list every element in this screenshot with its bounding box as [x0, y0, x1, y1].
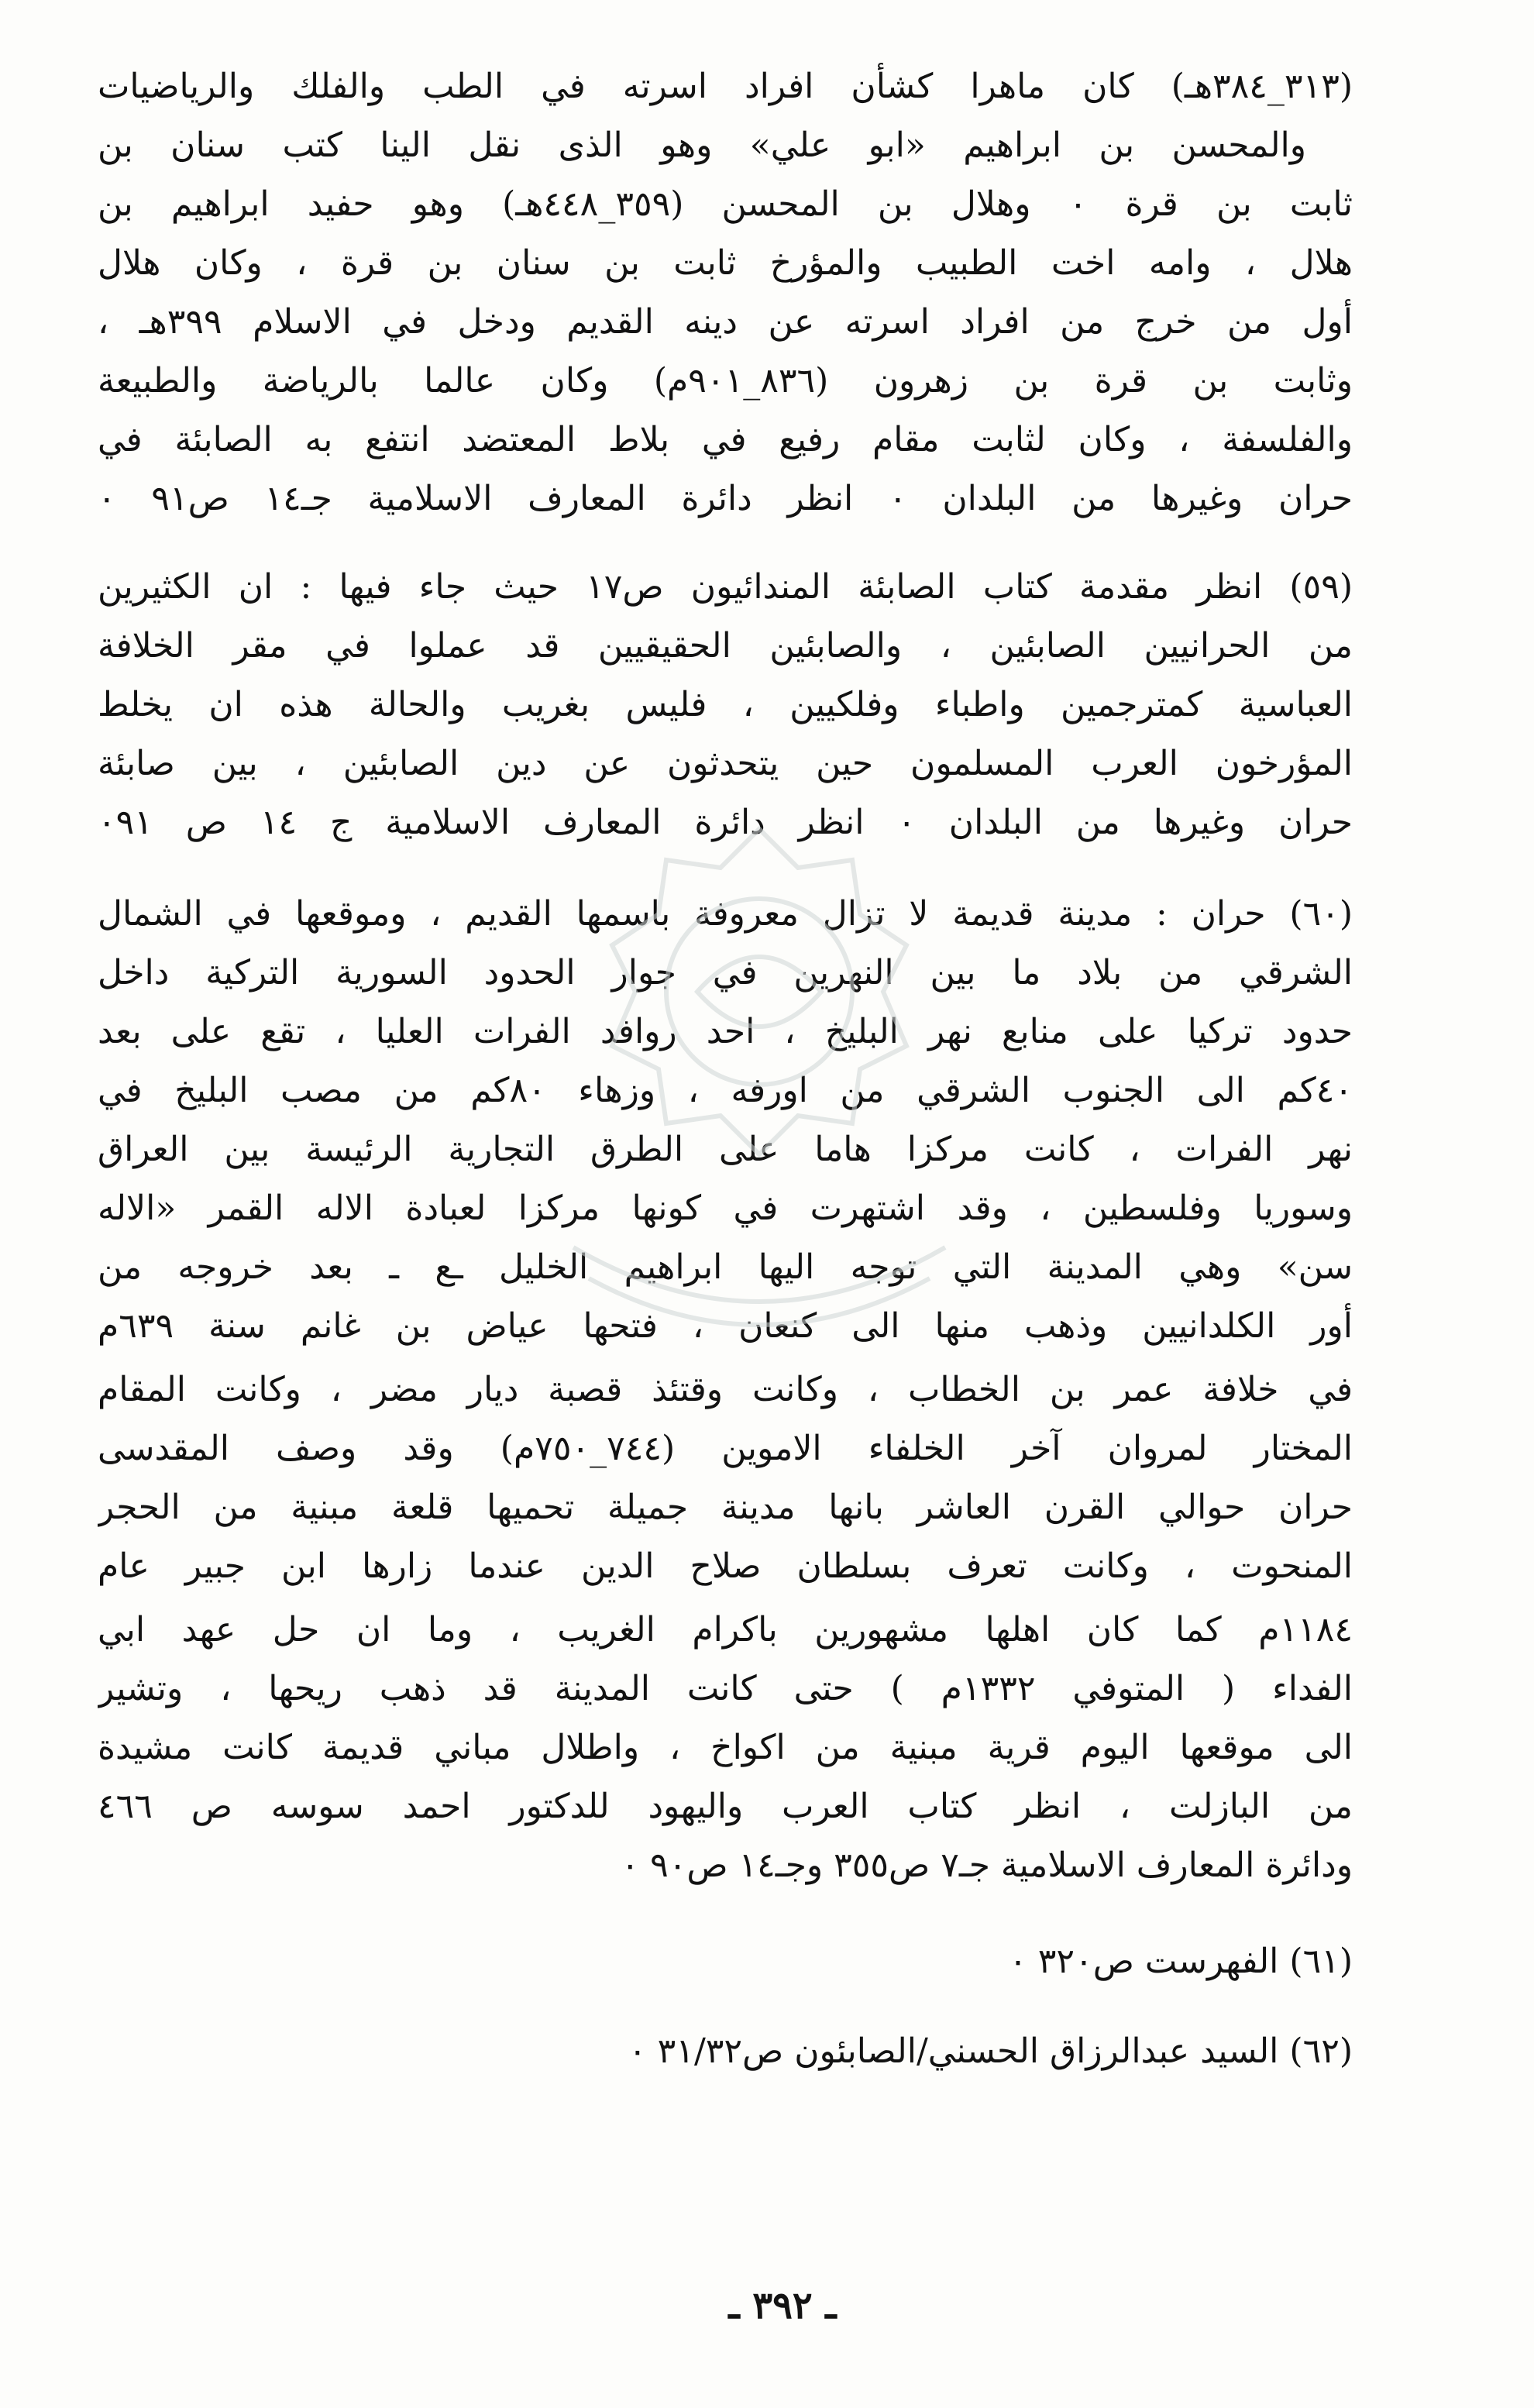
text-line: حران حوالي القرن العاشر بانها مدينة جميلة تحميها قلعة مبنية من الحجر: [98, 1488, 1353, 1527]
text-line: في خلافة عمر بن الخطاب ، وكانت وقتئذ قصبة ديار مضر ، وكانت المقام: [98, 1370, 1353, 1409]
text-line: ودائرة المعارف الاسلامية جـ٧ ص٣٥٥ وجـ١٤ ص٩٠ ٠: [621, 1846, 1353, 1885]
text-line: المنحوت ، وكانت تعرف بسلطان صلاح الدين عندما زارها ابن جبير عام: [98, 1546, 1353, 1586]
text-line: حران وغيرها من البلدان ٠ انظر دائرة المعارف الاسلامية جـ١٤ ص٩١ ٠: [98, 479, 1353, 518]
text-line: من الحرانيين الصابئين ، والصابئين الحقيقيين قد عملوا في مقر الخلافة: [98, 626, 1353, 666]
text-line: هلال ، وامه اخت الطبيب والمؤرخ ثابت بن سنان بن قرة ، وكان هلال: [98, 243, 1353, 283]
text-line: (٥٩) انظر مقدمة كتاب الصابئة المندائيون ص١٧ حيث جاء فيها : ان الكثيرين: [98, 567, 1353, 607]
text-line: وسوريا وفلسطين ، وقد اشتهرت في كونها مركزا لعبادة الاله القمر «الاله: [98, 1189, 1353, 1228]
text-line: أور الكلدانيين وذهب منها الى كنعان ، فتحها عياض بن غانم سنة ٦٣٩م: [98, 1306, 1353, 1346]
text-line: أول من خرج من افراد اسرته عن دينه القديم ودخل في الاسلام ٣٩٩هـ ،: [98, 302, 1353, 342]
text-line: والفلسفة ، وكان لثابت مقام رفيع في بلاط المعتضد انتفع به الصابئة في: [98, 420, 1353, 459]
footnote-62: (٦٢) السيد عبدالرزاق الحسني/الصابئون ص٣١/٣٢ ٠: [628, 2031, 1353, 2071]
text-line: العباسية كمترجمين واطباء وفلكيين ، فليس بغريب والحالة هذه ان يخلط: [98, 685, 1353, 724]
text-line: وثابت بن قرة بن زهرون (٨٣٦_٩٠١م) وكان عالما بالرياضة والطبيعة: [98, 361, 1353, 401]
text-line: الى موقعها اليوم قرية مبنية من اكواخ ، واطلال مباني قديمة كانت مشيدة: [98, 1728, 1353, 1767]
text-line: الفداء ( المتوفي ١٣٣٢م ) حتى كانت المدينة قد ذهب ريحها ، وتشير: [98, 1669, 1353, 1708]
text-line: ٤٠كم الى الجنوب الشرقي من اورفه ، وزهاء ٨٠كم من مصب البليخ في: [98, 1071, 1353, 1110]
text-line: نهر الفرات ، كانت مركزا هاما على الطرق التجارية الرئيسة بين العراق: [98, 1130, 1353, 1169]
text-line: حران وغيرها من البلدان ٠ انظر دائرة المعارف الاسلامية ج ١٤ ص ٠٩١: [98, 803, 1353, 842]
text-line: سن» وهي المدينة التي توجه اليها ابراهيم الخليل ـع ـ بعد خروجه من: [98, 1247, 1353, 1287]
text-line: (٣١٣_٣٨٤هـ) كان ماهرا كشأن افراد اسرته في الطب والفلك والرياضيات: [98, 67, 1353, 106]
text-line: ثابت بن قرة ٠ وهلال بن المحسن (٣٥٩_٤٤٨هـ) وهو حفيد ابراهيم بن: [98, 184, 1353, 224]
footnote-61: (٦١) الفهرست ص٣٢٠ ٠: [1009, 1942, 1353, 1981]
text-line: الشرقي من بلاد ما بين النهرين في جوار الحدود السورية التركية داخل: [98, 953, 1353, 992]
text-line: ١١٨٤م كما كان اهلها مشهورين باكرام الغريب ، وما ان حل عهد ابي: [98, 1610, 1353, 1649]
text-line: المؤرخون العرب المسلمون حين يتحدثون عن دين الصابئين ، بين صابئة: [98, 744, 1353, 783]
text-line: حدود تركيا على منابع نهر البليخ ، احد روافد الفرات العليا ، تقع على بعد: [98, 1012, 1353, 1051]
text-line: (٦٠) حران : مدينة قديمة لا تزال معروفة باسمها القديم ، وموقعها في الشمال: [98, 894, 1353, 934]
text-line: والمحسن بن ابراهيم «ابو علي» وهو الذى نقل الينا كتب سنان بن: [98, 126, 1306, 165]
text-line: من البازلت ، انظر كتاب العرب واليهود للدكتور احمد سوسه ص ٤٦٦: [98, 1787, 1353, 1826]
page-number: ـ ٣٩٢ ـ: [728, 2284, 837, 2327]
text-line: المختار لمروان آخر الخلفاء الاموين (٧٤٤_٧٥٠م) وقد وصف المقدسى: [98, 1429, 1353, 1468]
